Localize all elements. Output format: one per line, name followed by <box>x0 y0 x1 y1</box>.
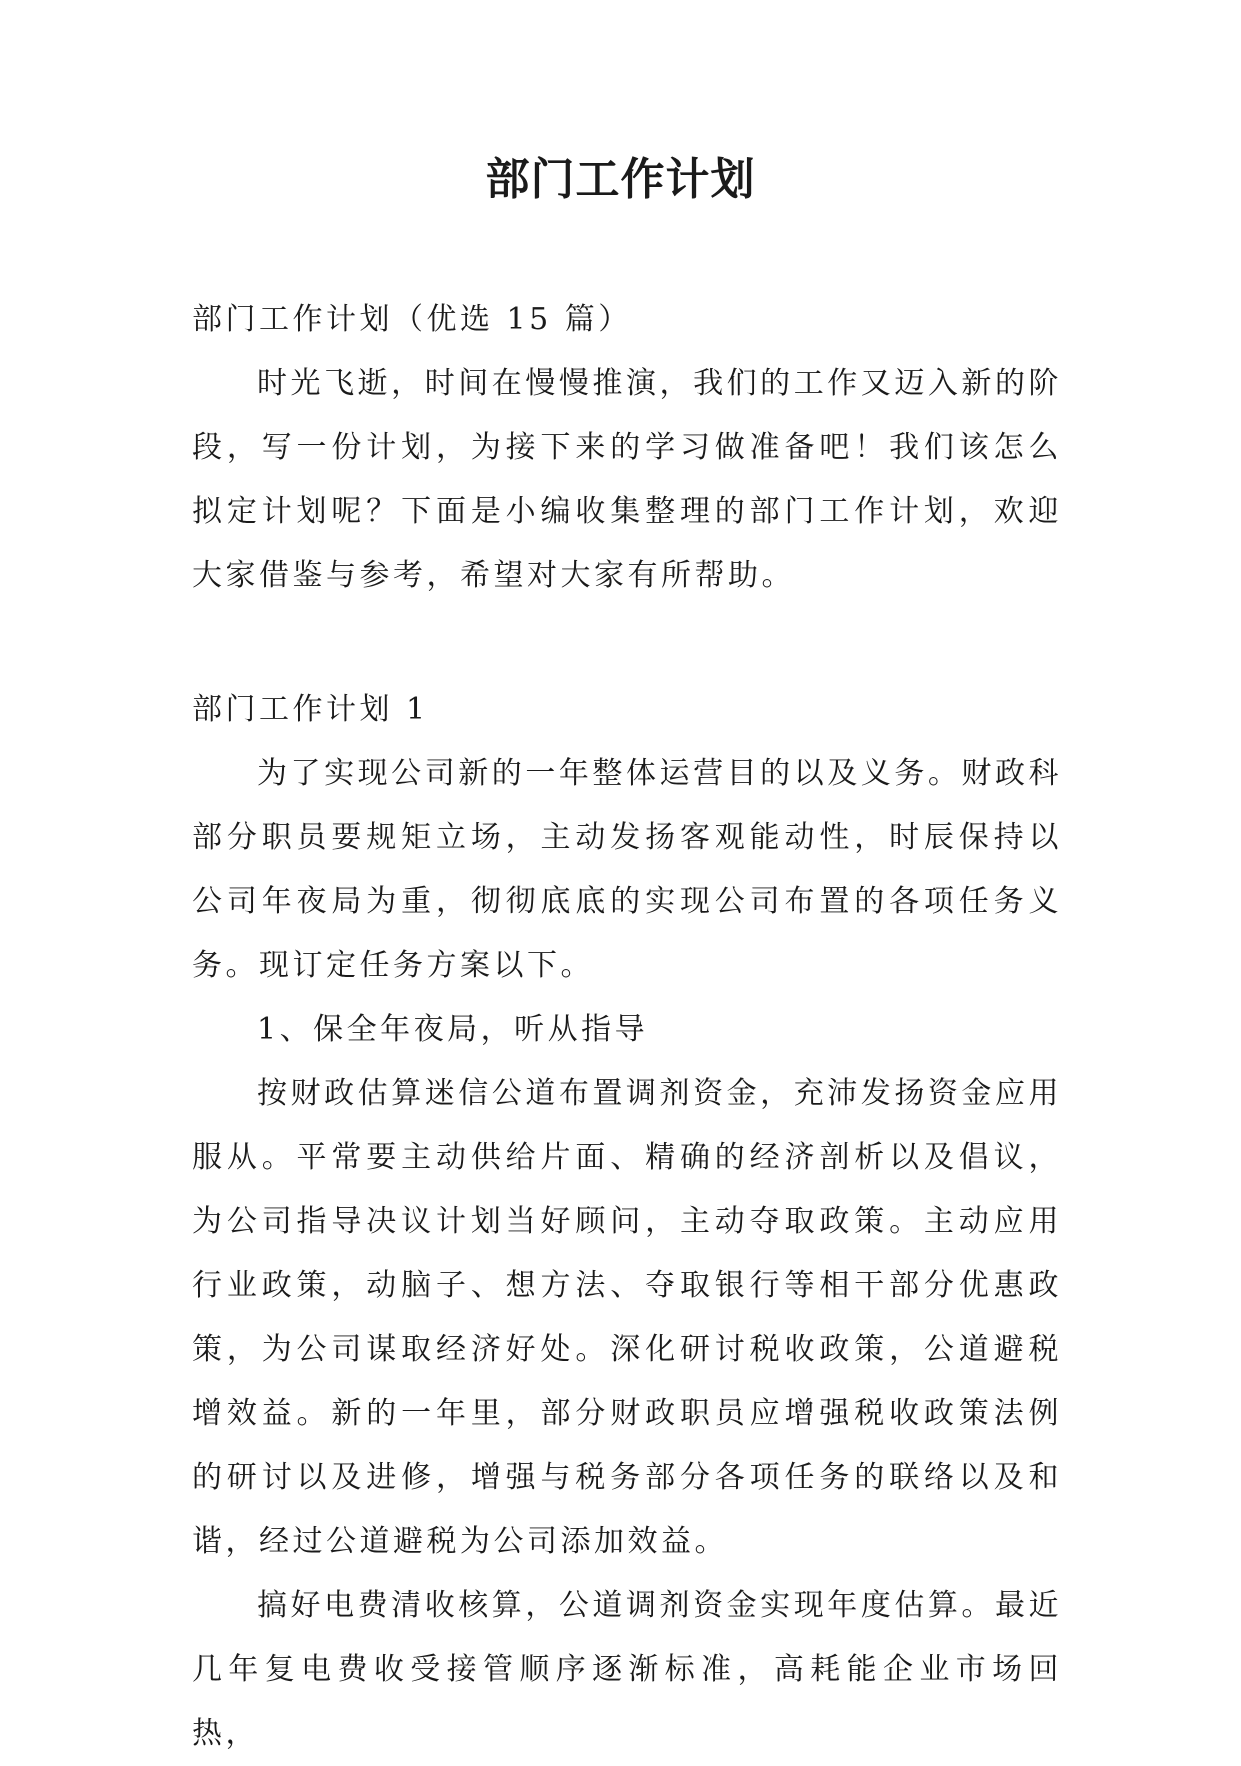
list-item-heading: 1、保全年夜局，听从指导 <box>257 1012 649 1047</box>
body-paragraph: 为了实现公司新的一年整体运营目的以及义务。财政科部分职员要规矩立场，主动发扬客观能动性，时辰保持以公司年夜局为重，彻彻底底的实现公司布置的各项任务义务。现订定任务方案以下。 <box>192 756 1062 983</box>
body-paragraph: 按财政估算迷信公道布置调剂资金，充沛发扬资金应用服从。平常要主动供给片面、精确的经济剖析以及倡议，为公司指导决议计划当好顾问，主动夺取政策。主动应用行业政策，动脑子、想方法、夺取银行等相干部分优惠政策，为公司谋取经济好处。深化研讨税收政策，公道避税增效益。新的一年里，部分财政职员应增强税收政策法例的研讨以及进修，增强与税务部分各项任务的联络以及和谐，经过公道避税为公司添加效益。 <box>192 1076 1062 1559</box>
section-spacer <box>192 608 1062 678</box>
document-body <box>192 288 1062 1766</box>
document-title: 部门工作计划 <box>485 154 756 205</box>
document-subtitle: 部门工作计划（优选 15 篇） <box>192 302 632 337</box>
intro-paragraph: 时光飞逝，时间在慢慢推演，我们的工作又迈入新的阶段，写一份计划，为接下来的学习做准备吧！我们该怎么拟定计划呢？下面是小编收集整理的部门工作计划，欢迎大家借鉴与参考，希望对大家有所帮助。 <box>192 366 1062 593</box>
section-heading: 部门工作计划 1 <box>192 692 429 727</box>
body-paragraph: 搞好电费清收核算，公道调剂资金实现年度估算。最近几年复电费收受接管顺序逐渐标准，高耗能企业市场回热， <box>192 1588 1062 1751</box>
